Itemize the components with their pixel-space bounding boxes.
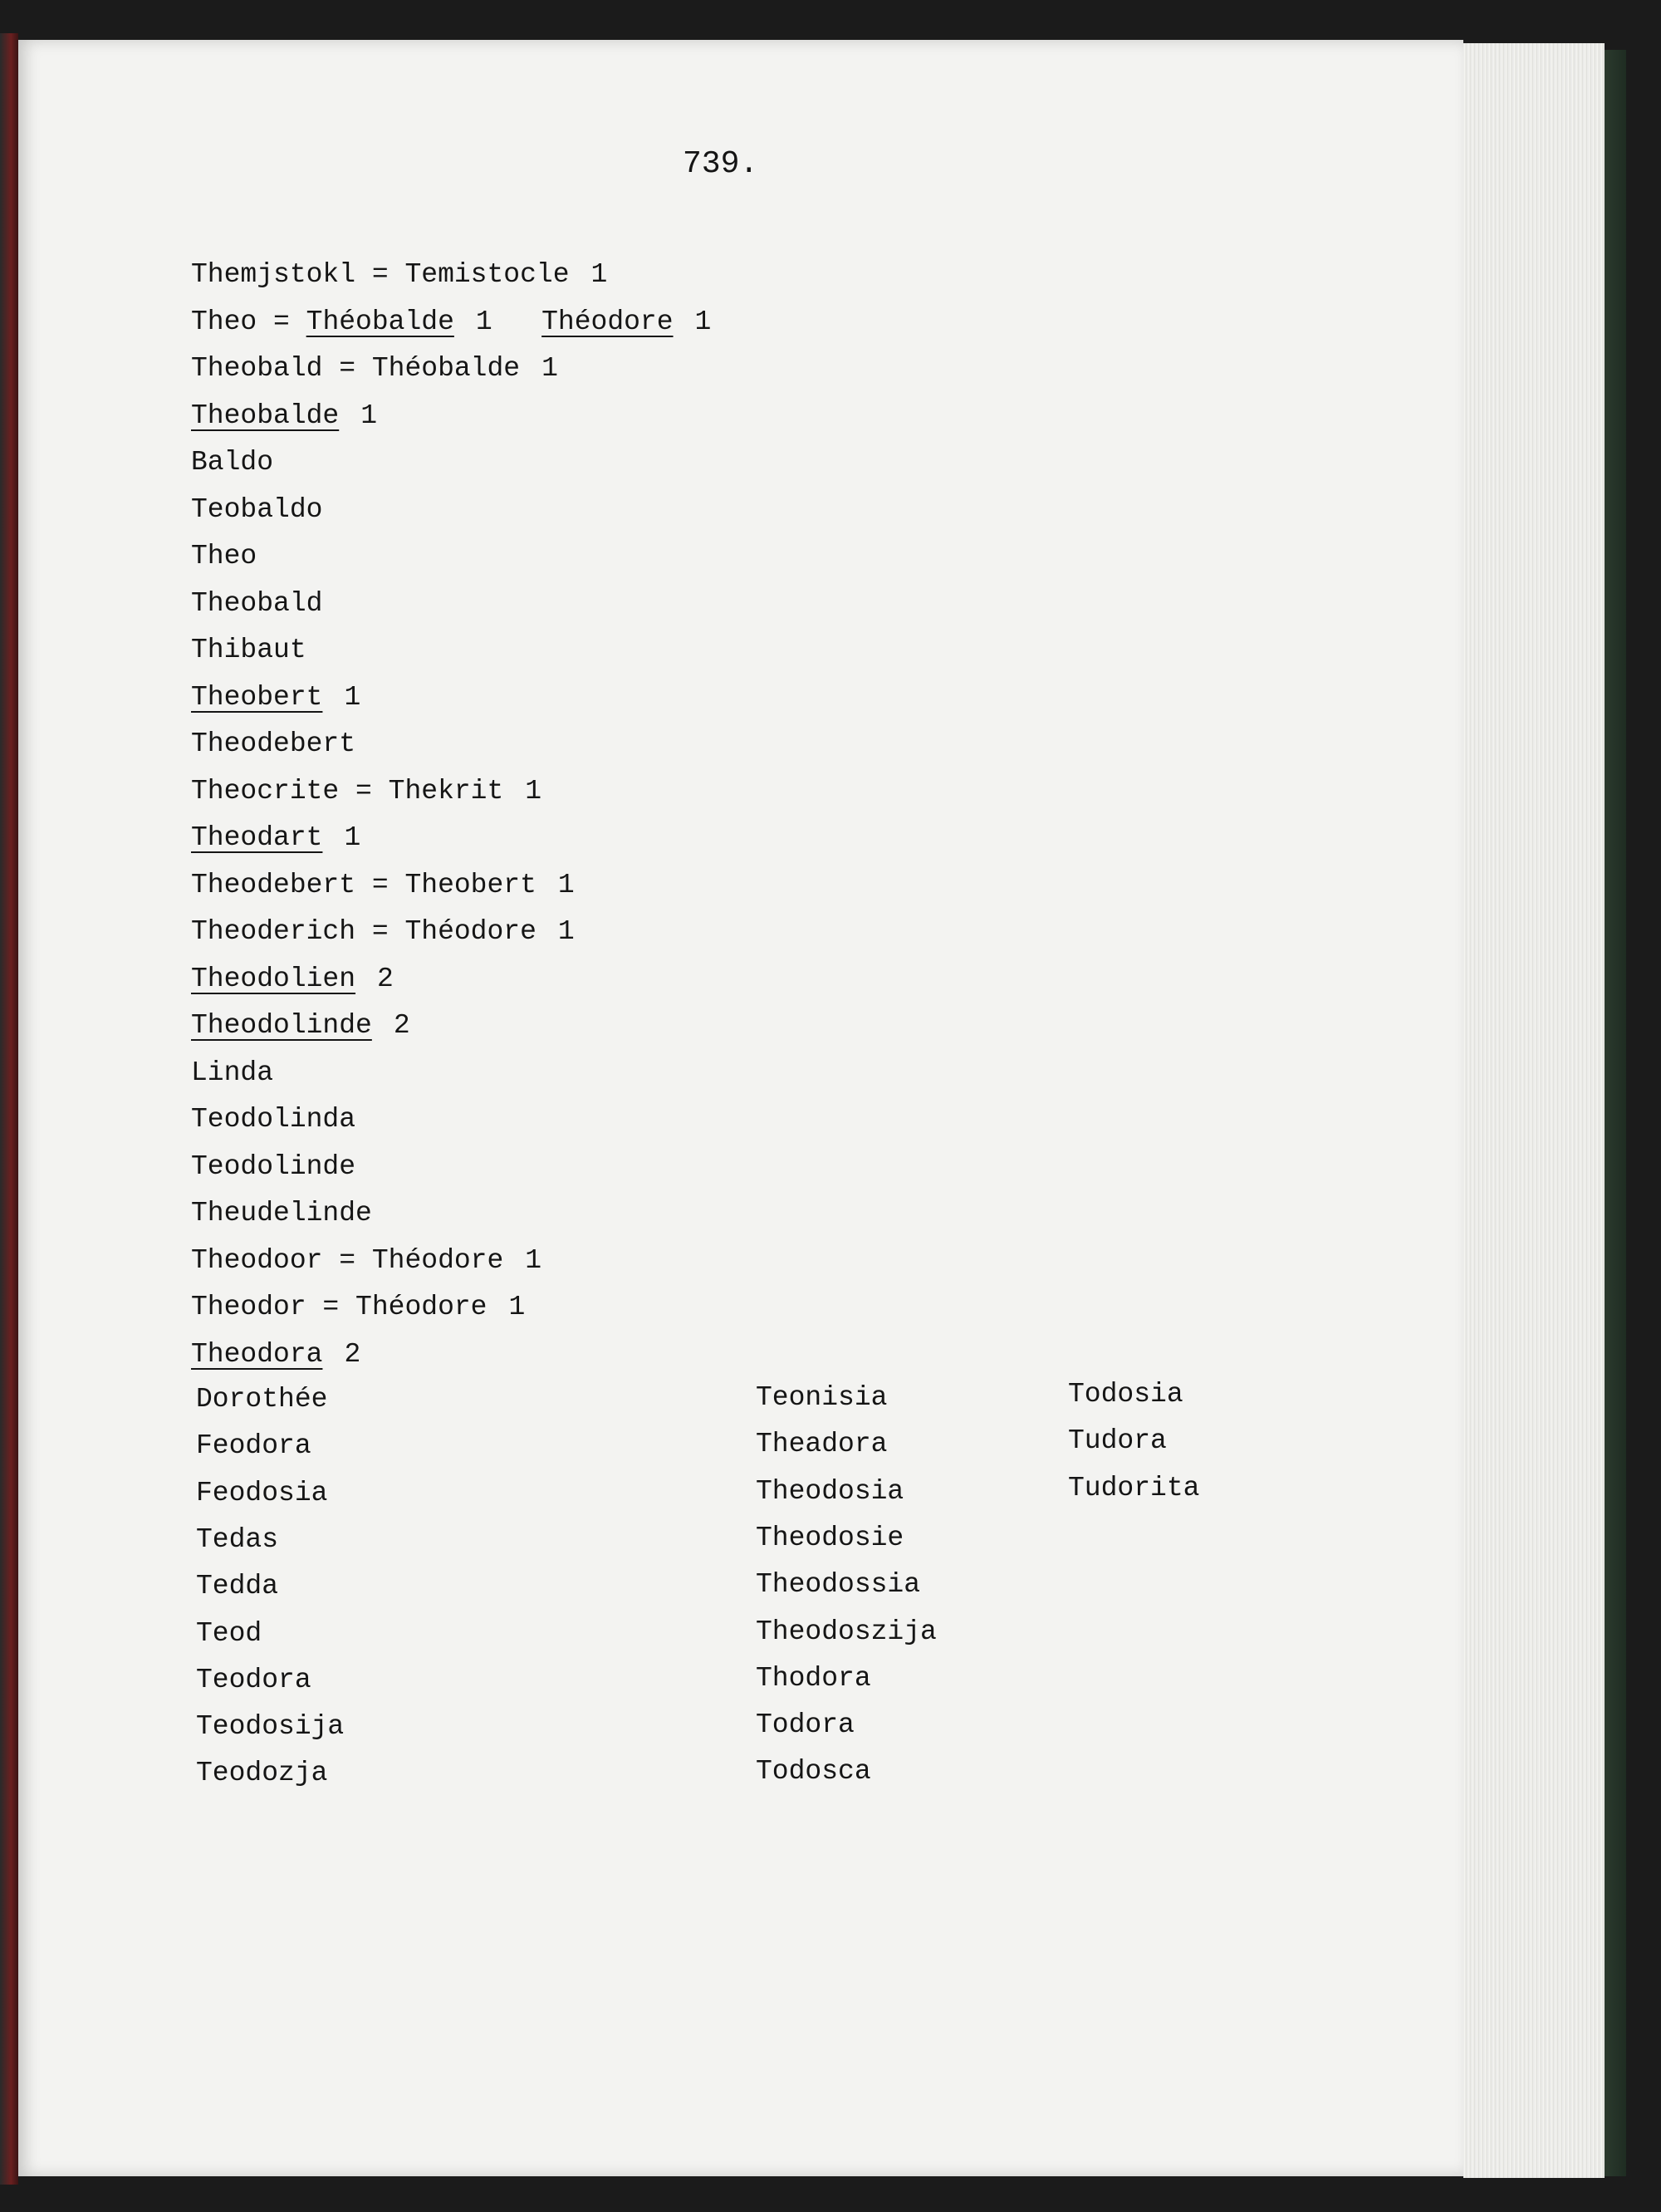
entry-count: 1 (590, 259, 608, 290)
equals-sign: = (339, 775, 389, 807)
entry-row (191, 1199, 372, 1227)
entry-name: Theobert (191, 681, 323, 713)
variant-name: Tedda (196, 1571, 279, 1602)
entry-row (191, 542, 257, 570)
entry-name: Theo (191, 541, 257, 571)
entry-name: Theobald (191, 353, 323, 384)
entry-count: 1 (557, 916, 575, 947)
entry-target: Temistocle (404, 259, 570, 290)
book-cover-left (0, 33, 18, 2185)
entry-target: Théobalde (371, 353, 521, 384)
variant-name: Teonisia (756, 1382, 888, 1413)
entry-name: Theudelinde (191, 1198, 372, 1229)
entry-row (191, 730, 355, 758)
entry-count: 1 (525, 1244, 542, 1276)
entry-row (191, 587, 323, 619)
entry-count: 2 (393, 1010, 410, 1041)
entry-name: Theocrite (191, 775, 340, 807)
entry-name: Themjstokl (191, 259, 356, 290)
variant-name: Teod (196, 1617, 262, 1649)
entry-row (191, 449, 273, 476)
equals-sign: = (322, 353, 372, 384)
spacer (492, 307, 541, 337)
equals-sign: = (355, 869, 405, 900)
entry-name: Theobalde (191, 400, 340, 431)
variant-name: Todosia (1068, 1379, 1183, 1410)
entry-target: Théodore (541, 306, 674, 337)
entry-row (191, 1012, 410, 1039)
variant-name: Theadora (756, 1429, 888, 1460)
variant-name: Teodozja (196, 1758, 328, 1789)
entry-name: Theodebert (191, 728, 356, 759)
entry-row (191, 1106, 355, 1133)
entry-name: Theodolien (191, 963, 356, 994)
entry-target: Théobalde (306, 306, 454, 337)
book-page (18, 40, 1463, 2176)
entry-name: Theoderich (191, 916, 356, 947)
entry-name: Theodart (191, 822, 323, 853)
page-edges (1463, 43, 1605, 2178)
entry-row (191, 777, 541, 805)
entry-count: 1 (557, 869, 575, 900)
entry-count: 1 (694, 306, 712, 337)
entry-count: 2 (344, 1338, 361, 1370)
equals-sign: = (355, 259, 405, 290)
entry-row (191, 918, 575, 945)
entry-name: Thibaut (191, 635, 306, 665)
equals-sign: = (257, 306, 306, 337)
entry-count: 1 (525, 775, 542, 807)
variant-name: Feodosia (196, 1477, 328, 1508)
entry-name: Teodolinda (191, 1104, 356, 1135)
entry-row (191, 1338, 361, 1370)
entry-row (191, 824, 360, 851)
variant-name: Tedas (196, 1523, 279, 1555)
entry-name: Teodolinde (191, 1150, 356, 1182)
entry-row (191, 681, 361, 713)
entry-row (191, 308, 711, 336)
book-cover-right (1605, 50, 1626, 2176)
entry-name: Theobald (191, 587, 323, 619)
entry-name: Theodolinde (191, 1010, 372, 1041)
variant-name: Todora (756, 1709, 855, 1741)
entry-name: Linda (191, 1057, 274, 1088)
entry-count: 1 (344, 822, 361, 853)
entry-target: Théodore (371, 1244, 504, 1276)
entry-row (191, 493, 323, 525)
entry-name: Baldo (191, 447, 274, 478)
equals-sign: = (322, 1244, 372, 1276)
entry-row (191, 1293, 525, 1321)
entry-target: Thekrit (388, 775, 504, 807)
entry-count: 2 (377, 963, 394, 994)
entry-row (191, 1244, 542, 1276)
entry-row (191, 1059, 273, 1086)
entry-name: Theodebert (191, 869, 356, 900)
variant-name: Tudora (1068, 1425, 1167, 1457)
entry-target: Théodore (355, 1292, 488, 1322)
entry-row (191, 871, 575, 899)
entry-row (191, 636, 306, 664)
entry-count: 1 (475, 306, 492, 337)
entry-count: 1 (344, 681, 361, 713)
variant-name: Todosca (756, 1756, 871, 1788)
entry-row (191, 402, 377, 429)
entry-row (191, 1150, 356, 1182)
entry-row (191, 965, 394, 993)
equals-sign: = (306, 1292, 356, 1322)
variant-name: Theodosia (756, 1475, 904, 1507)
page-number: 739. (683, 146, 759, 182)
entry-count: 1 (360, 400, 378, 431)
variant-name: Dorothée (196, 1384, 328, 1415)
variant-name: Thodora (756, 1662, 871, 1694)
entry-target: Theobert (404, 869, 537, 900)
variant-name: Theodossia (756, 1569, 921, 1601)
entry-name: Theodor (191, 1292, 306, 1322)
variant-name: Theodosie (756, 1522, 904, 1553)
variant-name: Tudorita (1068, 1472, 1200, 1503)
entry-row (191, 355, 558, 382)
entry-name: Theodoor (191, 1244, 323, 1276)
entry-row (191, 261, 607, 288)
entry-count: 1 (508, 1292, 526, 1322)
entry-name: Theodora (191, 1338, 323, 1370)
entry-name: Theo (191, 306, 257, 337)
equals-sign: = (355, 916, 405, 947)
variant-name: Teodosija (196, 1711, 345, 1743)
entry-name: Teobaldo (191, 493, 323, 525)
variant-name: Theodoszija (756, 1616, 937, 1647)
entry-target: Théodore (404, 916, 537, 947)
entry-count: 1 (541, 353, 558, 384)
variant-name: Feodora (196, 1430, 311, 1462)
variant-name: Teodora (196, 1664, 311, 1695)
